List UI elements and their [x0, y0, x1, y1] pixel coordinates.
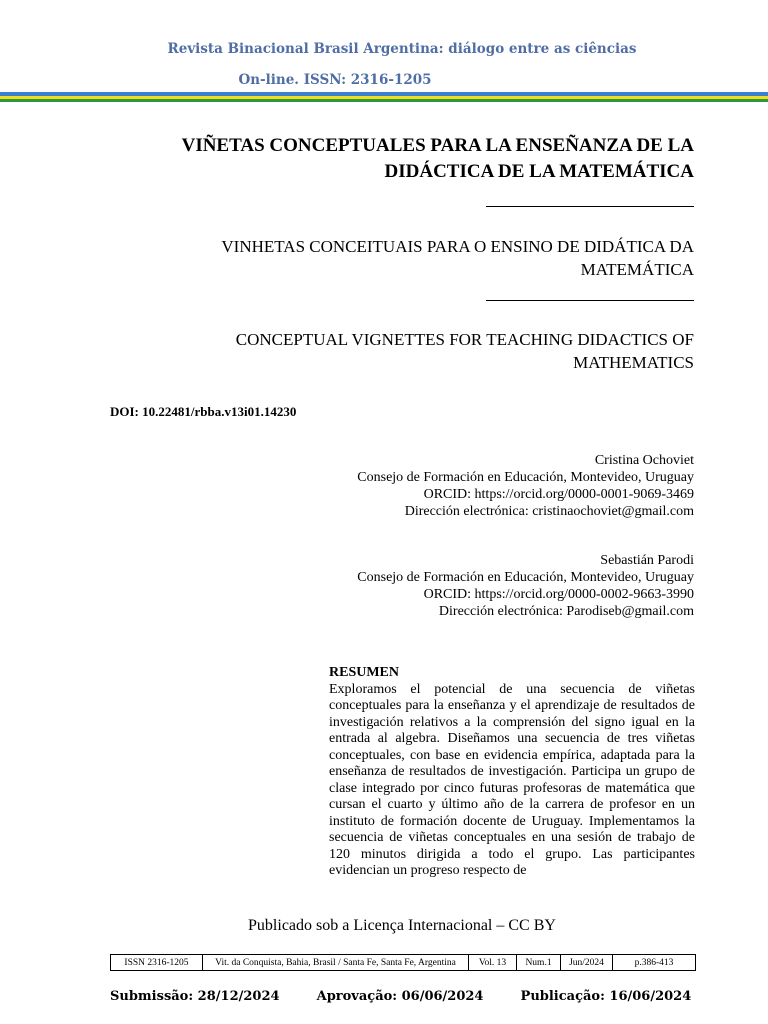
abstract-body: Exploramos el potencial de una secuencia de viñetas conceptuales para la enseñanza y el aprendizaje de resultados de investigación relativos a la comprensión del signo igual en la entrada al algebra. Diseñamos una secuencia de tres viñetas conceptuales, con base en evidencia empírica, adaptada para la enseñanza de resultados de investigación. Participa un grupo de clase integrado por cinco futuras profesoras de matemática que cursan el cuarto y último año de la carrera de profesor en un instituto de formación docente de Uruguay. Implementamos la secuencia de viñetas conceptuales en una sesión de trabajo de 120 minutos dirigida a todo el grupo. Las participantes evidencian un progreso respecto de — [329, 681, 695, 878]
abstract — [329, 665, 695, 897]
citation-location: Vit. da Conquista, Bahia, Brasil / Santa Fe, Santa Fe, Argentina — [203, 955, 469, 971]
author-email[interactable]: Dirección electrónica: cristinaochoviet@gmail.com — [404, 504, 694, 519]
author-name: Cristina Ochoviet — [594, 453, 694, 468]
author-orcid[interactable]: ORCID: https://orcid.org/0000-0002-9663-3990 — [423, 587, 694, 602]
publication-dates — [110, 989, 700, 1004]
author-affiliation: Consejo de Formación en Educación, Montevideo, Uruguay — [357, 470, 694, 485]
title-spanish-line-2: DIDÁCTICA DE LA MATEMÁTICA — [384, 161, 694, 182]
author-email[interactable]: Dirección electrónica: Parodiseb@gmail.com — [438, 604, 694, 619]
title-divider-1 — [486, 206, 694, 207]
title-divider-2 — [486, 300, 694, 301]
title-english-line-2: MATHEMATICS — [573, 353, 694, 372]
citation-volume: Vol. 13 — [469, 955, 517, 971]
author-block-2 — [234, 552, 694, 620]
doi[interactable]: DOI: 10.22481/rbba.v13i01.14230 — [110, 404, 297, 419]
citation-table — [110, 954, 696, 971]
citation-issn: ISSN 2316-1205 — [111, 955, 203, 971]
approval-date: Aprovação: 06/06/2024 — [316, 989, 484, 1004]
table-row — [111, 955, 696, 971]
title-english-line-1: CONCEPTUAL VIGNETTES FOR TEACHING DIDACTICS OF — [235, 330, 694, 349]
journal-title: Revista Binacional Brasil Argentina: diálogo entre as ciências — [167, 41, 637, 57]
submission-date: Submissão: 28/12/2024 — [110, 989, 280, 1004]
header-stripe-green — [0, 99, 768, 102]
title-portuguese-line-1: VINHETAS CONCEITUAIS PARA O ENSINO DE DIDÁTICA DA — [221, 237, 694, 256]
title-spanish — [94, 133, 694, 185]
publication-date: Publicação: 16/06/2024 — [520, 989, 692, 1004]
author-name: Sebastián Parodi — [600, 553, 694, 568]
abstract-heading: RESUMEN — [329, 665, 400, 680]
author-affiliation: Consejo de Formación en Educación, Montevideo, Uruguay — [357, 570, 694, 585]
author-block-1 — [234, 452, 694, 520]
author-orcid[interactable]: ORCID: https://orcid.org/0000-0001-9069-3469 — [423, 487, 694, 502]
license-notice[interactable]: Publicado sob a Licença Internacional – CC BY — [248, 917, 556, 934]
title-english — [134, 328, 694, 374]
title-spanish-line-1: VIÑETAS CONCEPTUALES PARA LA ENSEÑANZA DE LA — [181, 135, 694, 156]
citation-number: Num.1 — [517, 955, 561, 971]
title-portuguese-line-2: MATEMÁTICA — [580, 260, 694, 279]
citation-pages: p.386-413 — [613, 955, 696, 971]
journal-issn: On-line. ISSN: 2316-1205 — [238, 72, 432, 88]
title-portuguese — [134, 235, 694, 281]
citation-date: Jun/2024 — [561, 955, 613, 971]
